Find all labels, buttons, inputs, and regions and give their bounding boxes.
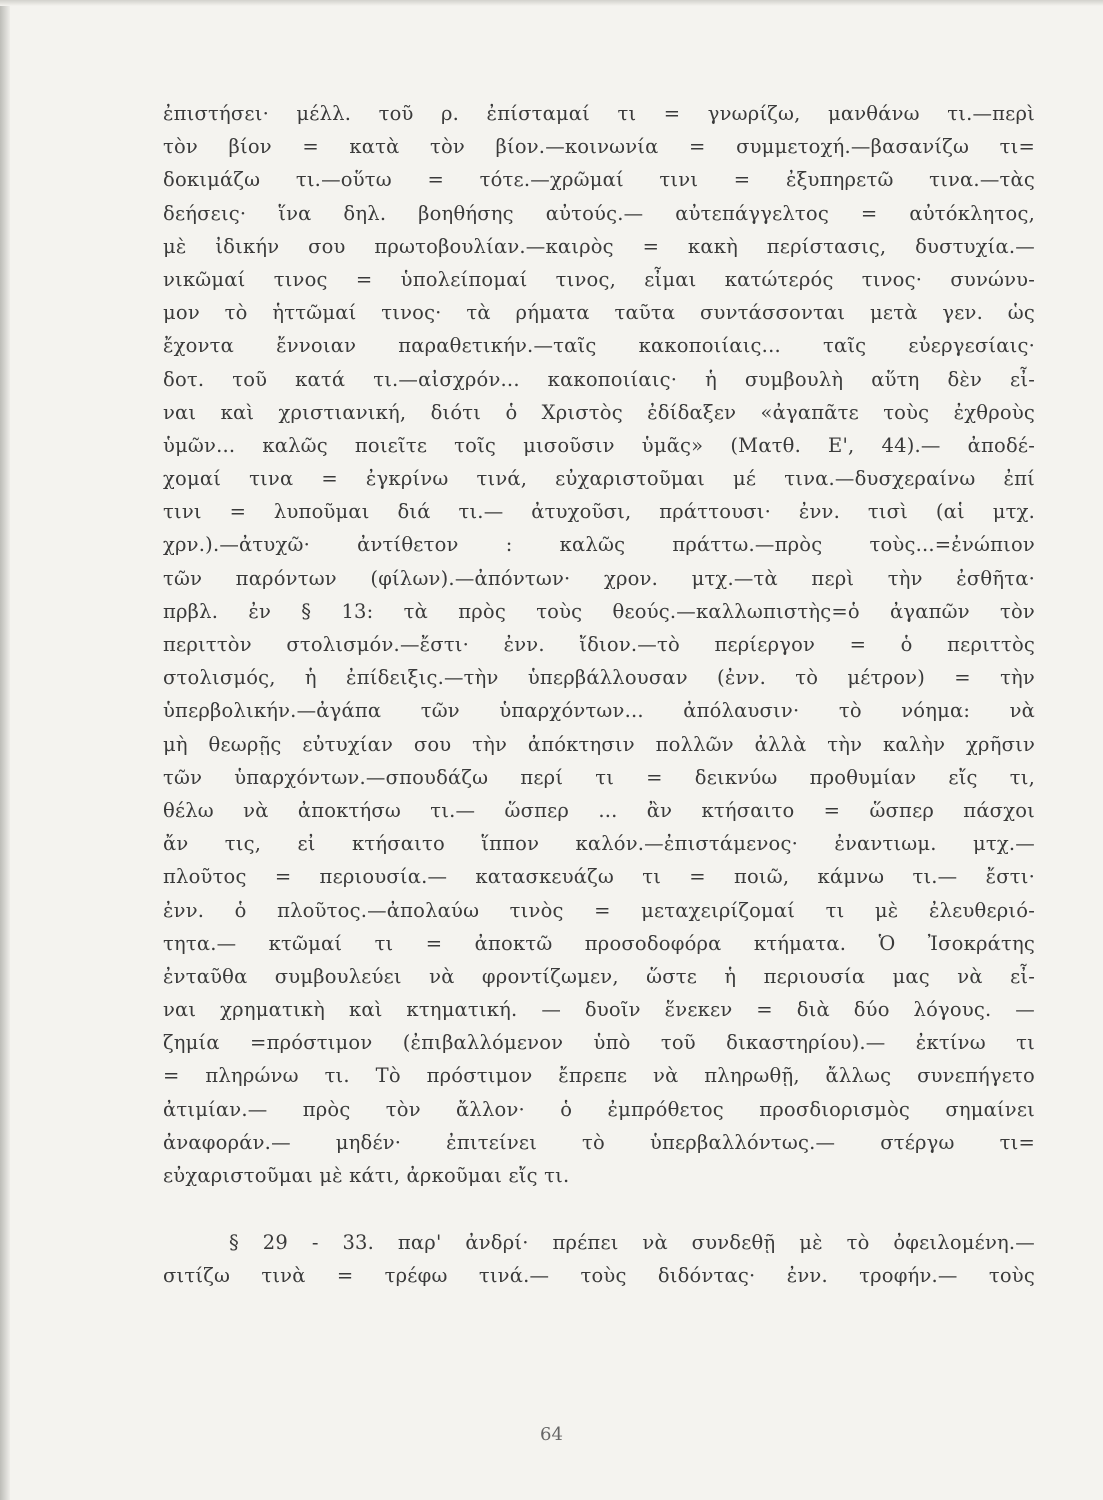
text-line: ζημία =πρόστιμον (ἐπιβαλλόμενον ὑπὸ τοῦ δικαστηρίου).— ἐκτίνω τι [163,1031,1035,1055]
text-line: πλοῦτος = περιουσία.— κατασκευάζω τι = ποιῶ, κάμνω τι.— ἔστι· [163,865,1035,889]
commentary-text [163,97,1035,1293]
text-line: σιτίζω τινὰ = τρέφω τινά.— τοὺς διδόντας· ἐνν. τροφήν.— τοὺς [163,1264,1035,1288]
text-line: νικῶμαί τινος = ὑπολείπομαί τινος, εἶμαι κατώτερός τινος· συνώνυ- [163,267,1035,291]
text-line: τινι = λυποῦμαι διά τι.— ἀτυχοῦσι, πράττουσι· ἐνν. τισὶ (αἱ μτχ. [163,500,1035,524]
text-line: ὑπερβολικήν.—ἀγάπα τῶν ὑπαρχόντων... ἀπόλαυσιν· τὸ νόημα: νὰ [163,699,1035,723]
text-line: ναι χρηματικὴ καὶ κτηματική. — δυοῖν ἕνεκεν = διὰ δύο λόγους. — [163,998,1035,1022]
page-number: 64 [540,1424,563,1445]
text-line: ἐνν. ὁ πλοῦτος.—ἀπολαύω τινὸς = μεταχειρίζομαί τι μὲ ἐλευθεριό- [163,898,1035,922]
text-line: περιττὸν στολισμόν.—ἔστι· ἐνν. ἴδιον.—τὸ περίεργον = ὁ περιττὸς [163,633,1035,656]
section-heading-line: § 29 - 33. παρ' ἀνδρί· πρέπει νὰ συνδεθῇ μὲ τὸ ὀφειλομένη.— [229,1231,1035,1255]
text-line: δοτ. τοῦ κατά τι.—αἰσχρόν... κακοποιίαις· ἡ συμβουλὴ αὕτη δὲν εἶ- [163,367,1035,391]
page-top-shadow [0,0,1103,6]
page-edge-shadow [0,0,10,1500]
paragraph-gap [163,1192,1035,1226]
text-line: ναι καὶ χριστιανική, διότι ὁ Χριστὸς ἐδίδαξεν «ἀγαπᾶτε τοὺς ἐχθροὺς [163,400,1035,424]
text-line: τὸν βίον = κατὰ τὸν βίον.—κοινωνία = συμμετοχή.—βασανίζω τι= [163,135,1035,159]
text-line: μον τὸ ἡττῶμαί τινος· τὰ ρήματα ταῦτα συντάσσονται μετὰ γεν. ὡς [163,301,1035,325]
text-line: δοκιμάζω τι.—οὕτω = τότε.—χρῶμαί τινι = ἐξυπηρετῶ τινα.—τὰς [163,168,1035,192]
text-line: ἀναφοράν.— μηδέν· ἐπιτείνει τὸ ὑπερβαλλόντως.— στέργω τι= [163,1130,1035,1154]
text-line: ἔχοντα ἔννοιαν παραθετικήν.—ταῖς κακοποιίαις... ταῖς εὐεργεσίαις· [163,334,1035,358]
text-line: εὐχαριστοῦμαι μὲ κάτι, ἀρκοῦμαι εἴς τι. [163,1164,570,1187]
text-line: θέλω νὰ ἀποκτήσω τι.— ὥσπερ ... ἂν κτήσαιτο = ὥσπερ πάσχοι [163,798,1035,822]
text-line: = πληρώνω τι. Τὸ πρόστιμον ἔπρεπε νὰ πληρωθῇ, ἄλλως συνεπήγετο [163,1064,1035,1088]
text-line: μὲ ἰδικήν σου πρωτοβουλίαν.—καιρὸς = κακὴ περίστασις, δυστυχία.— [163,234,1035,258]
text-line: ὑμῶν... καλῶς ποιεῖτε τοῖς μισοῦσιν ὑμᾶς» (Ματθ. Ε', 44).— ἀποδέ- [163,433,1035,457]
text-line: ἐπιστήσει· μέλλ. τοῦ ρ. ἐπίσταμαί τι = γνωρίζω, μανθάνω τι.—περὶ [163,102,1035,125]
text-line: χομαί τινα = ἐγκρίνω τινά, εὐχαριστοῦμαι μέ τινα.—δυσχεραίνω ἐπί [163,467,1035,491]
text-line: μὴ θεωρῇς εὐτυχίαν σου τὴν ἀπόκτησιν πολλῶν ἀλλὰ τὴν καλὴν χρῆσιν [163,732,1035,756]
text-line: τῶν ὑπαρχόντων.—σπουδάζω περί τι = δεικνύω προθυμίαν εἴς τι, [163,765,1035,789]
text-line: δεήσεις· ἵνα δηλ. βοηθήσης αὐτούς.— αὐτεπάγγελτος = αὐτόκλητος, [163,201,1035,225]
text-line: χρν.).—ἀτυχῶ· ἀντίθετον : καλῶς πράττω.—πρὸς τοὺς...=ἐνώπιον [163,533,1035,557]
text-line: ἐνταῦθα συμβουλεύει νὰ φροντίζωμεν, ὥστε ἡ περιουσία μας νὰ εἶ- [163,964,1035,988]
text-line: ἄν τις, εἰ κτήσαιτο ἵππον καλόν.—ἐπιστάμενος· ἐναντιωμ. μτχ.— [163,832,1035,856]
text-line: ἀτιμίαν.— πρὸς τὸν ἄλλον· ὁ ἐμπρόθετος προσδιορισμὸς σημαίνει [163,1097,1035,1121]
text-line: πρβλ. ἐν § 13: τὰ πρὸς τοὺς θεούς.—καλλωπιστὴς=ὁ ἀγαπῶν τὸν [163,599,1035,623]
text-line: τῶν παρόντων (φίλων).—ἀπόντων· χρον. μτχ.—τὰ περὶ τὴν ἐσθῆτα· [163,566,1035,590]
text-line: τητα.— κτῶμαί τι = ἀποκτῶ προσοδοφόρα κτήματα. Ὁ Ἰσοκράτης [163,931,1035,955]
text-line: στολισμός, ἡ ἐπίδειξις.—τὴν ὑπερβάλλουσαν (ἐνν. τὸ μέτρον) = τὴν [163,666,1035,690]
